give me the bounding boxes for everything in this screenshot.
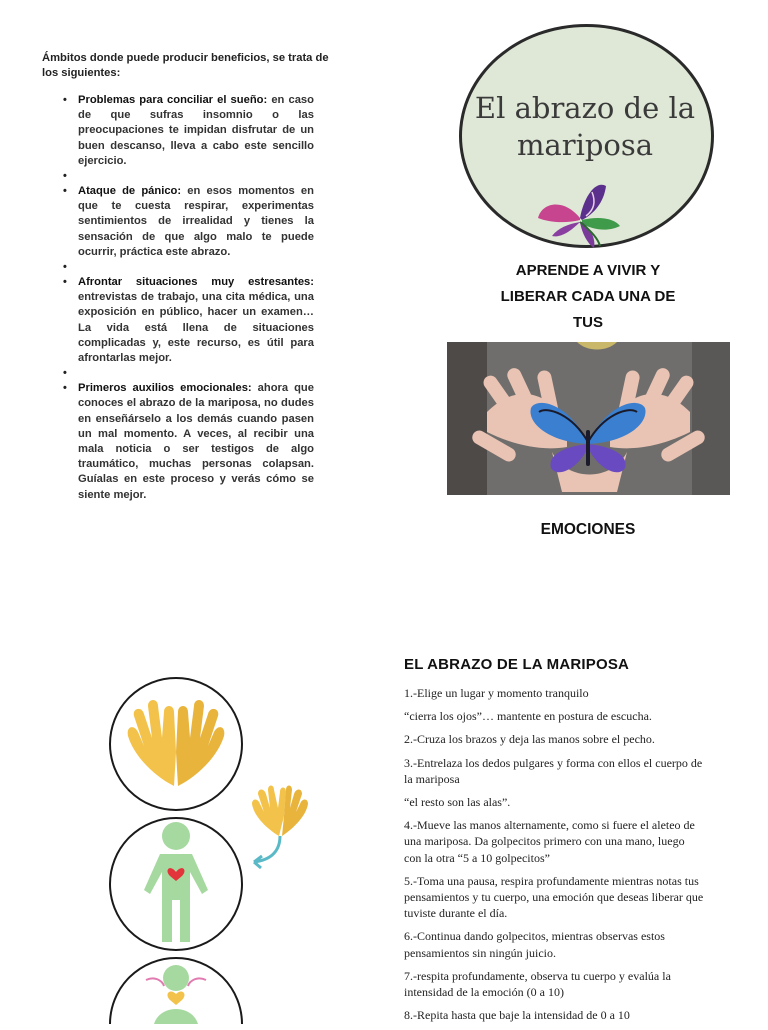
step-item: 5.-Toma una pausa, respira profundamente mientras notas tus pensamientos y tu cuerpo, una emoción que deseas liberar que tuviste durante el día.: [404, 873, 704, 921]
steps-illustration: [104, 676, 324, 1024]
steps-title: EL ABRAZO DE LA MARIPOSA: [404, 656, 630, 673]
hands-butterfly-photo: [447, 342, 730, 495]
butterfly-icon: [534, 178, 624, 250]
cover-title-line: El abrazo de la: [474, 91, 696, 125]
cover-title: [470, 90, 700, 164]
list-item: [78, 275, 314, 366]
tagline: [472, 258, 704, 336]
list-item: [78, 93, 314, 169]
step-item: 1.-Elige un lugar y momento tranquilo: [404, 686, 589, 700]
list-item: [78, 381, 314, 503]
step-item: 3.-Entrelaza los dedos pulgares y forma con ellos el cuerpo de la mariposa: [404, 755, 703, 786]
small-hands-icon: [252, 786, 308, 837]
emociones-label: EMOCIONES: [540, 521, 636, 538]
arrow-icon: [254, 836, 280, 868]
benefits-list: [78, 93, 314, 503]
benefit-lead: Primeros auxilios emocionales:: [78, 382, 252, 395]
benefit-text: ahora que conoces el abrazo de la mariposa, no dudes en enseñárselo a los demás cuando pasen un mal momento. A veces, al recibir una mala noticia o ser testigos de algo traumático, muchas personas colapsan. Guíalas en este proceso y verás cómo se siente mejor.: [78, 382, 314, 501]
step-item: 6.-Continua dando golpecitos, mientras observas estos pensamientos sin ningún juicio.: [404, 929, 665, 960]
cover-title-line: mariposa: [516, 128, 654, 162]
step-item: 8.-Repita hasta que baje la intensidad de 0 a 10: [404, 1008, 630, 1023]
intro-text: Ámbitos donde puede producir beneficios, se trata de los siguientes:: [42, 52, 329, 79]
benefit-lead: Problemas para conciliar el sueño:: [78, 94, 268, 106]
list-item: [78, 184, 314, 260]
empty-bullet: [78, 366, 314, 381]
benefit-text: en esos momentos en que te cuesta respirar, experimentas sentimientos de irrealidad y tienes la sensación de que algo malo te puede ocurrir, práctica este abrazo.: [78, 185, 314, 258]
tagline-line: TUS: [573, 314, 603, 331]
benefit-text: en caso de que sufras insomnio o las preocupaciones te impidan disfrutar de un buen descanso, lleva a cabo este sencillo ejercicio.: [78, 94, 314, 167]
step-item: 7.-respita profundamente, observa tu cuerpo y evalúa la intensidad de la emoción (0 a 10): [404, 968, 671, 1000]
benefit-lead: Afrontar situaciones muy estresantes:: [78, 276, 314, 289]
tagline-line: APRENDE A VIVIR Y: [515, 262, 661, 279]
benefit-text: entrevistas de trabajo, una cita médica, una exposición en público, hacer un examen… La vida está llena de situaciones complicadas y, este recurso, es útil para afrontarlas mejor.: [78, 291, 314, 365]
step-item: 4.-Mueve las manos alternamente, como si fuere el aleteo de una mariposa. Da golpecitos primero con una mano, luego con la otra “5 a 10 golpecitos”: [404, 818, 695, 865]
empty-bullet: [78, 169, 314, 184]
step-item: “el resto son las alas”.: [404, 795, 511, 810]
steps-list: [404, 685, 704, 1030]
step-item: “cierra los ojos”… mantente en postura de escucha.: [404, 709, 652, 724]
empty-bullet: [78, 260, 314, 275]
step-item: 2.-Cruza los brazos y deja las manos sobre el pecho.: [404, 732, 655, 747]
benefit-lead: Ataque de pánico:: [78, 185, 182, 198]
tagline-line: LIBERAR CADA UNA DE: [500, 288, 676, 305]
